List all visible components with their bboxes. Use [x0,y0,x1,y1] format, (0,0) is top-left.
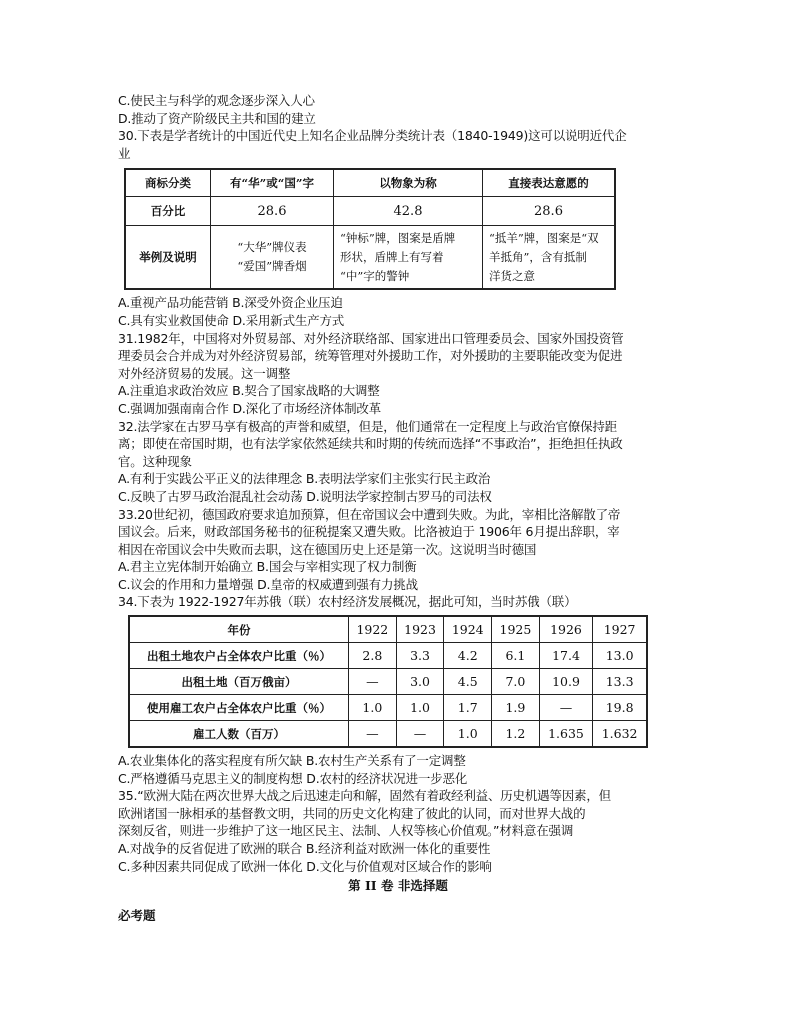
example-line: “抵羊”牌，图案是“双 [489,230,599,245]
table-header: 1924 [444,616,492,643]
q34-options-ab: A.农业集体化的落实程度有所欠缺 B.农村生产关系有了一定调整 [118,753,466,769]
table-cell: 3.0 [396,669,444,695]
table-header: 商标分类 [125,169,211,197]
q31-stem-cont: 理委员会合并成为对外经济贸易部，统筹管理对外援助工作，对外援助的主要职能改变为促进 [118,348,623,364]
q31-options-ab: A.注重追求政治效应 B.契合了国家战略的大调整 [118,383,380,399]
q33-stem: 33.20世纪初，德国政府要求追加预算，但在帝国议会中遭到失败。为此，宰相比洛解散了帝 [118,506,621,522]
q35-options-cd: C.多种因素共同促成了欧洲一体化 D.文化与价值观对区域合作的影响 [118,858,492,874]
table-cell: 19.8 [593,695,647,721]
soviet-rural-economy-table [128,615,648,748]
exam-page [118,92,678,924]
table-cell: 17.4 [539,643,592,669]
q32-stem-cont: 官。这种现象 [118,453,192,469]
table-cell [334,226,483,290]
table-header: 1925 [492,616,540,643]
table-cell: 1.632 [593,721,647,748]
q34-options-cd: C.严格遵循马克思主义的制度构想 D.农村的经济状况进一步恶化 [118,770,468,786]
table-cell: 1.0 [444,721,492,748]
q31-stem: 31.1982年，中国将对外贸易部、对外经济联络部、国家进出口管理委员会、国家外国投资管 [118,330,624,346]
table-row [129,721,647,748]
q29-option-d: D.推动了资产阶级民主共和国的建立 [118,110,316,126]
table-row-label: 出租土地（百万俄亩） [129,669,349,695]
q32-stem-cont: 离；即使在帝国时期，也有法学家依然延续共和时期的传统而选择“不事政治”，拒绝担任执政 [118,436,623,452]
table-cell: 4.5 [444,669,492,695]
q35-stem: 35.“欧洲大陆在两次世界大战之后迅速走向和解，固然有着政经利益、历史机遇等因素，但 [118,788,611,804]
q31-stem-cont: 对外经济贸易的发展。这一调整 [118,365,291,381]
q29-option-c: C.使民主与科学的观念逐步深入人心 [118,93,315,108]
table-cell: 3.3 [396,643,444,669]
q34-stem: 34.下表为 1922-1927年苏俄（联）农村经济发展概况，据此可知，当时苏俄（联） [118,594,577,610]
q32-options-cd: C.反映了古罗马政治混乱社会动荡 D.说明法学家控制古罗马的司法权 [118,488,492,504]
table-cell: 13.0 [593,643,647,669]
example-line: 洋货之意 [489,268,535,283]
table-row-label: 举例及说明 [125,226,211,290]
table-header: 1926 [539,616,592,643]
table-cell: — [349,721,397,748]
table-row [129,669,647,695]
table-row [129,695,647,721]
example-line: “大华”牌仪表 [237,240,307,255]
table-cell: 42.8 [334,197,483,226]
example-line: 形状，盾牌上有写着 [340,249,444,264]
table-cell: 7.0 [492,669,540,695]
table-cell: 2.8 [349,643,397,669]
q31-options-cd: C.强调加强南南合作 D.深化了市场经济体制改革 [118,400,381,416]
table-header-row [129,616,647,643]
q35-stem-cont: 欧洲诸国一脉相承的基督教文明，共同的历史文化构建了彼此的认同，而对世界大战的 [118,805,586,821]
table-cell: 1.0 [349,695,397,721]
q30-stem-cont: 业 [118,145,131,161]
q30-stem: 30.下表是学者统计的中国近代史上知名企业品牌分类统计表（1840-1949)这可以说明近代企 [118,128,627,144]
section-title: 第 II 卷 非选择题 [348,878,448,894]
example-line: “钟标”牌，图案是盾牌 [340,230,456,245]
table-cell: — [396,721,444,748]
table-header: 年份 [129,616,349,643]
q35-stem-cont: 深刻反省，则进一步维护了这一地区民主、法制、人权等核心价值观。”材料意在强调 [118,823,574,839]
table-row [129,643,647,669]
table-row-label: 使用雇工农户占全体农户比重（％） [129,695,349,721]
table-cell: — [539,695,592,721]
q35-options-ab: A.对战争的反省促进了欧洲的联合 B.经济利益对欧洲一体化的重要性 [118,841,491,857]
table-header: 直接表达意愿的 [483,169,616,197]
brand-classification-table [124,168,616,290]
table-cell: 13.3 [593,669,647,695]
table-cell: 6.1 [492,643,540,669]
table-header: 以物象为称 [334,169,483,197]
table-row-label: 出租土地农户占全体农户比重（％） [129,643,349,669]
table-cell: 1.0 [396,695,444,721]
table-row-label: 百分比 [125,197,211,226]
table-cell: 1.635 [539,721,592,748]
table-header: 有“华”或“国”字 [211,169,334,197]
q30-options-ab: A.重视产品功能营销 B.深受外资企业压迫 [118,295,343,311]
q32-stem: 32.法学家在古罗马享有极高的声誉和威望，但是，他们通常在一定程度上与政治官僚保持距 [118,418,617,434]
table-cell: — [349,669,397,695]
q33-stem-cont: 相因在帝国议会中失败而去职，这在德国历史上还是第一次。这说明当时德国 [118,541,537,557]
q33-options-ab: A.君主立宪体制开始确立 B.国会与宰相实现了权力制衡 [118,559,417,575]
q32-options-ab: A.有利于实践公平正义的法律理念 B.表明法学家们主张实行民主政治 [118,471,491,487]
table-cell: 4.2 [444,643,492,669]
table-cell: 1.7 [444,695,492,721]
example-line: “中”字的警钟 [340,268,410,283]
q33-options-cd: C.议会的作用和力量增强 D.皇帝的权威遭到强有力挑战 [118,576,418,592]
q33-stem-cont: 国议会。后来，财政部国务秘书的征税提案又遭失败。比洛被迫于 1906年 6月提出辞职，宰 [118,524,620,540]
example-line: 羊抵角”，含有抵制 [489,249,587,264]
table-header: 1922 [349,616,397,643]
example-line: “爱国”牌香烟 [237,259,307,274]
table-cell: 10.9 [539,669,592,695]
table-cell: 28.6 [211,197,334,226]
table-cell: 1.9 [492,695,540,721]
table-cell [211,226,334,290]
table-row-label: 雇工人数（百万） [129,721,349,748]
table-cell [483,226,616,290]
required-questions-label: 必考题 [118,908,156,924]
table-cell: 1.2 [492,721,540,748]
table-header: 1923 [396,616,444,643]
table-cell: 28.6 [483,197,616,226]
table-header: 1927 [593,616,647,643]
q30-options-cd: C.具有实业救国使命 D.采用新式生产方式 [118,312,345,328]
